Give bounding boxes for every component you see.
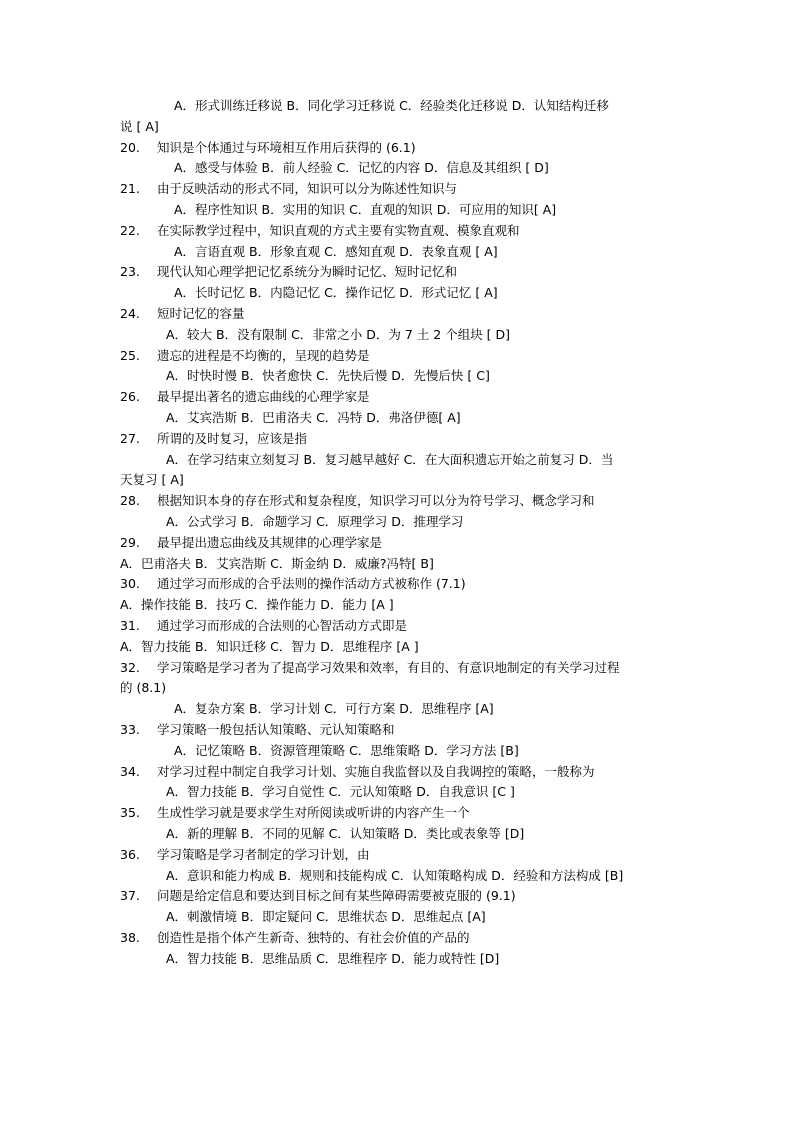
option-line xyxy=(0,907,794,927)
question-text: 知识是个体通过与环境相互作用后获得的 (6.1) xyxy=(157,139,416,155)
option-line xyxy=(0,637,794,657)
question-line xyxy=(0,720,794,740)
option-text: A．智力技能 B．学习自觉性 C．元认知策略 D．自我意识 [C ] xyxy=(166,784,515,800)
option-text: A．操作技能 B．技巧 C．操作能力 D．能力 [A ] xyxy=(120,597,394,613)
option-text: A．智力技能 B．思维品质 C．思维程序 D．能力或特性 [D] xyxy=(166,950,500,966)
option-line xyxy=(0,158,794,178)
question-line xyxy=(0,533,794,553)
option-line xyxy=(0,470,794,490)
question-number: 21. xyxy=(120,181,140,197)
question-number: 26. xyxy=(120,389,140,405)
question-line xyxy=(0,179,794,199)
question-text: 创造性是指个体产生新奇、独特的、有社会价值的产品的 xyxy=(157,930,470,945)
question-text: 短时记忆的容量 xyxy=(157,306,245,321)
option-text: A．时快时慢 B．快者愈快 C．先快后慢 D．先慢后快 [ C] xyxy=(166,368,490,384)
question-number: 29. xyxy=(120,534,140,550)
option-line xyxy=(0,117,794,137)
question-number: 27. xyxy=(120,430,140,446)
question-text: 通过学习而形成的合乎法则的操作活动方式被称作 (7.1) xyxy=(157,576,466,592)
question-line xyxy=(0,574,794,594)
question-line xyxy=(0,845,794,865)
question-number: 33. xyxy=(120,722,140,737)
question-number: 23. xyxy=(120,264,140,280)
option-line xyxy=(0,200,794,220)
option-line xyxy=(0,408,794,428)
option-text: A．记忆策略 B．资源管理策略 C．思维策略 D．学习方法 [B] xyxy=(174,742,519,758)
question-text: 现代认知心理学把记忆系统分为瞬时记忆、短时记忆和 xyxy=(157,264,458,280)
question-line xyxy=(0,387,794,407)
option-line xyxy=(0,678,794,698)
option-line xyxy=(0,824,794,844)
option-line xyxy=(0,741,794,761)
question-number: 22. xyxy=(120,222,140,238)
option-line xyxy=(0,366,794,386)
option-text: A．感受与体验 B．前人经验 C．记忆的内容 D．信息及其组织 [ D] xyxy=(174,160,549,176)
option-text: 天复习 [ A] xyxy=(120,472,184,488)
question-number: 25. xyxy=(120,347,140,363)
question-number: 34. xyxy=(120,763,140,779)
option-text: A．刺激情境 B．即定疑问 C．思维状态 D．思维起点 [A] xyxy=(166,909,486,925)
option-text: A．形式训练迁移说 B．同化学习迁移说 C．经验类化迁移说 D．认知结构迁移 xyxy=(174,98,609,113)
option-line xyxy=(0,699,794,719)
question-line xyxy=(0,803,794,823)
option-text: A．意识和能力构成 B．规则和技能构成 C．认知策略构成 D．经验和方法构成 [B] xyxy=(166,867,624,883)
option-text: A．在学习结束立刻复习 B．复习越早越好 C．在大面积遗忘开始之前复习 D．当 xyxy=(166,451,614,467)
question-number: 28. xyxy=(120,493,140,509)
option-line xyxy=(0,283,794,303)
option-line xyxy=(0,554,794,574)
option-text: A．程序性知识 B．实用的知识 C．直观的知识 D．可应用的知识[ A] xyxy=(174,202,557,217)
option-line xyxy=(0,512,794,532)
question-number: 37. xyxy=(120,888,140,904)
question-number: 36. xyxy=(120,846,140,862)
question-line xyxy=(0,616,794,636)
question-text: 学习策略一般包括认知策略、元认知策略和 xyxy=(157,722,395,737)
option-text: 的 (8.1) xyxy=(120,680,167,696)
question-line xyxy=(0,658,794,678)
question-line xyxy=(0,346,794,366)
question-text: 在实际教学过程中，知识直观的方式主要有实物直观、模象直观和 xyxy=(157,222,520,238)
option-line xyxy=(0,242,794,262)
question-number: 24. xyxy=(120,306,140,321)
option-line xyxy=(0,949,794,969)
option-line xyxy=(0,325,794,345)
option-text: A．公式学习 B．命题学习 C．原理学习 D．推理学习 xyxy=(166,514,464,529)
question-text: 问题是给定信息和要达到目标之间有某些障碍需要被克服的 (9.1) xyxy=(157,888,516,904)
question-text: 由于反映活动的形式不同，知识可以分为陈述性知识与 xyxy=(157,181,458,197)
question-text: 根据知识本身的存在形式和复杂程度，知识学习可以分为符号学习、概念学习和 xyxy=(157,493,595,509)
question-text: 生成性学习就是要求学生对所阅读或听讲的内容产生一个 xyxy=(157,805,470,821)
option-text: A．新的理解 B．不同的见解 C．认知策略 D．类比或表象等 [D] xyxy=(166,826,525,841)
question-number: 20. xyxy=(120,139,140,155)
question-line xyxy=(0,928,794,948)
question-line xyxy=(0,138,794,158)
question-text: 对学习过程中制定自我学习计划、实施自我监督以及自我调控的策略，一般称为 xyxy=(157,763,595,779)
option-text: A．艾宾浩斯 B．巴甫洛夫 C．冯特 D．弗洛伊德[ A] xyxy=(166,410,461,425)
option-text: A．长时记忆 B．内隐记忆 C．操作记忆 D．形式记忆 [ A] xyxy=(174,285,498,301)
question-line xyxy=(0,304,794,324)
option-line xyxy=(0,782,794,802)
option-text: A．复杂方案 B．学习计划 C．可行方案 D．思维程序 [A] xyxy=(174,701,494,717)
question-line xyxy=(0,762,794,782)
option-line xyxy=(0,595,794,615)
question-text: 通过学习而形成的合法则的心智活动方式即是 xyxy=(157,618,408,633)
question-number: 31. xyxy=(120,618,140,633)
option-line xyxy=(0,450,794,470)
question-line xyxy=(0,221,794,241)
question-line xyxy=(0,886,794,906)
question-number: 32. xyxy=(120,659,140,675)
question-number: 35. xyxy=(120,805,140,821)
question-text: 遗忘的进程是不均衡的，呈现的趋势是 xyxy=(157,347,370,363)
question-text: 学习策略是学习者制定的学习计划，由 xyxy=(157,846,370,862)
question-number: 30. xyxy=(120,576,140,592)
option-line xyxy=(0,866,794,886)
question-line xyxy=(0,491,794,511)
question-text: 最早提出著名的遗忘曲线的心理学家是 xyxy=(157,389,370,405)
option-text: 说 [ A] xyxy=(120,118,159,134)
option-text: A．较大 B．没有限制 C．非常之小 D．为 7 土 2 个组块 [ D] xyxy=(166,326,511,342)
option-text: A．言语直观 B．形象直观 C．感知直观 D．表象直观 [ A] xyxy=(174,243,498,259)
option-line xyxy=(0,96,794,116)
question-text: 所谓的及时复习，应该是指 xyxy=(157,430,308,446)
option-text: A．智力技能 B．知识迁移 C．智力 D．思维程序 [A ] xyxy=(120,638,419,654)
option-text: A．巴甫洛夫 B．艾宾浩斯 C．斯金纳 D．威廉?冯特[ B] xyxy=(120,555,434,571)
question-text: 学习策略是学习者为了提高学习效果和效率，有目的、有意识地制定的有关学习过程 xyxy=(157,659,620,675)
question-text: 最早提出遗忘曲线及其规律的心理学家是 xyxy=(157,534,383,550)
question-line xyxy=(0,262,794,282)
question-line xyxy=(0,429,794,449)
question-number: 38. xyxy=(120,930,140,945)
